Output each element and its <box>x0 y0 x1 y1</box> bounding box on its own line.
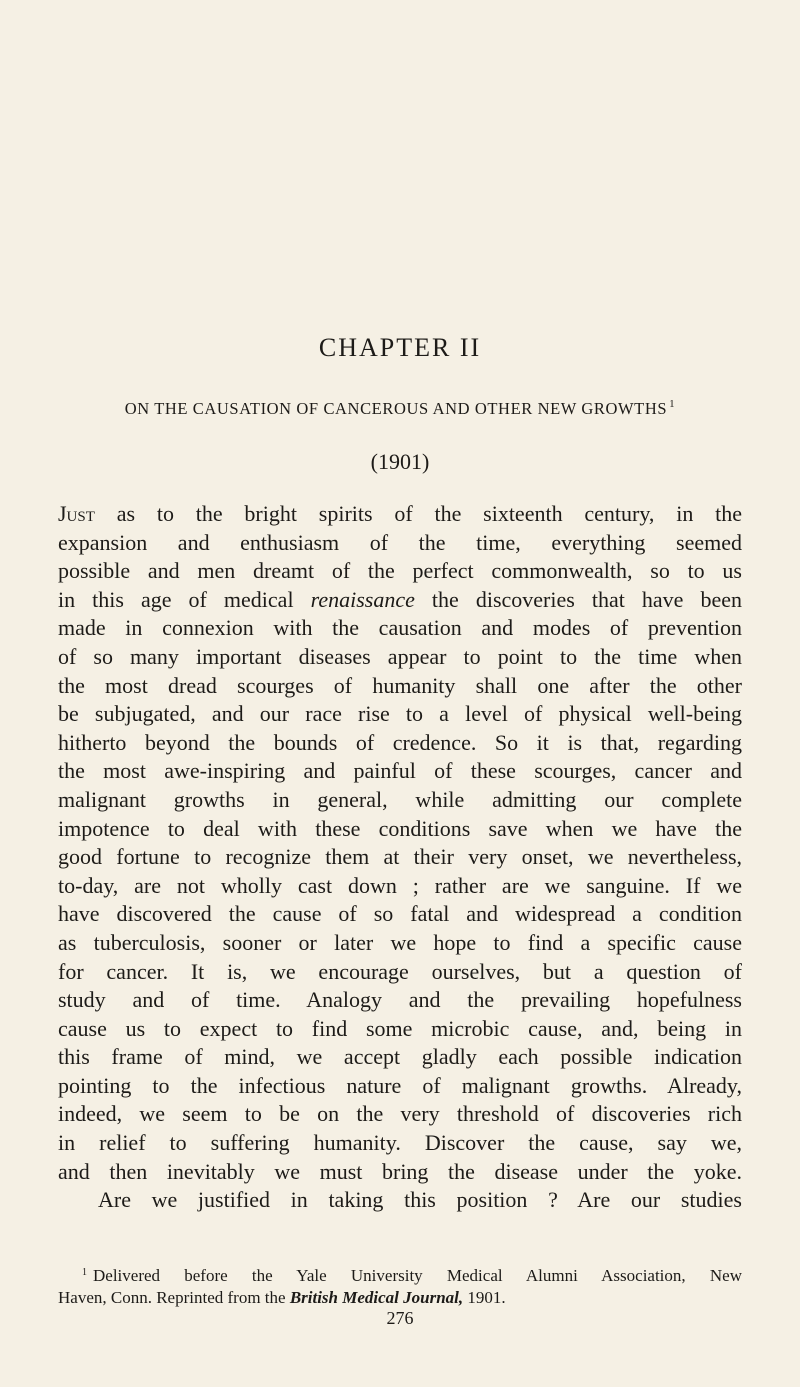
footnote-line <box>58 1262 742 1287</box>
footnote-text: Haven, Conn. Reprinted from the <box>58 1288 290 1307</box>
chapter-year: (1901) <box>370 449 430 474</box>
body-line <box>58 500 742 529</box>
footnote-reference: 1 <box>669 398 676 410</box>
body-line: the most awe-inspiring and painful of these scourges, cancer and <box>58 758 742 784</box>
body-line: to-day, are not wholly cast down ; rather are we sanguine. If we <box>58 872 742 898</box>
body-line: malignant growths in general, while admitting our complete <box>58 786 742 812</box>
drop-word: Just <box>58 501 95 526</box>
italic-term: renaissance <box>310 586 415 612</box>
body-line: hitherto beyond the bounds of credence. So it is that, regarding <box>58 729 742 755</box>
body-line <box>58 586 742 615</box>
body-line: made in connexion with the causation and modes of prevention <box>58 615 742 641</box>
body-line: possible and men dreamt of the perfect commonwealth, so to us <box>58 558 742 584</box>
body-line: and then inevitably we must bring the disease under the yoke. <box>58 1158 742 1184</box>
body-line: study and of time. Analogy and the prevailing hopefulness <box>58 987 742 1013</box>
journal-title: British Medical Journal, <box>289 1288 464 1307</box>
footnote-text: 1901. <box>463 1288 506 1307</box>
body-line: as tuberculosis, sooner or later we hope to find a specific cause <box>58 929 742 955</box>
body-line: Are we justified in taking this position ? Are our studies <box>98 1187 742 1213</box>
book-page <box>58 0 742 1387</box>
body-line-text: in this age of medical <box>58 586 311 612</box>
chapter-title-text: ON THE CAUSATION OF CANCEROUS AND OTHER NEW GROWTHS <box>124 399 668 418</box>
body-line: good fortune to recognize them at their very onset, we nevertheless, <box>58 844 742 870</box>
body-line: the most dread scourges of humanity shall one after the other <box>58 672 742 698</box>
footnote-marker: 1 <box>82 1267 87 1278</box>
body-line-text: the discoveries that have been <box>414 586 742 612</box>
page-number: 276 <box>386 1308 414 1328</box>
body-line: of so many important diseases appear to point to the time when <box>58 643 742 669</box>
body-line-text: as to the bright spirits of the sixteenth century, in the <box>94 501 742 526</box>
body-text <box>58 500 742 1215</box>
chapter-heading: CHAPTER II <box>318 333 482 362</box>
footnote-text: Delivered before the Yale University Medical Alumni Association, New <box>93 1266 742 1285</box>
body-line: indeed, we seem to be on the very threshold of discoveries rich <box>58 1101 742 1127</box>
chapter-title <box>58 398 742 419</box>
body-line: cause us to expect to find some microbic cause, and, being in <box>58 1015 742 1041</box>
footnote-line <box>58 1287 742 1309</box>
body-line: expansion and enthusiasm of the time, everything seemed <box>58 529 742 555</box>
footnote <box>58 1262 742 1309</box>
body-line: in relief to suffering humanity. Discover the cause, say we, <box>58 1130 742 1156</box>
body-line: this frame of mind, we accept gladly each possible indication <box>58 1044 742 1070</box>
body-line: for cancer. It is, we encourage ourselves, but a question of <box>58 958 742 984</box>
body-line: be subjugated, and our race rise to a level of physical well-being <box>58 701 742 727</box>
body-line: have discovered the cause of so fatal and widespread a condition <box>58 901 742 927</box>
body-line: pointing to the infectious nature of malignant growths. Already, <box>58 1072 742 1098</box>
body-line: impotence to deal with these conditions save when we have the <box>58 815 742 841</box>
